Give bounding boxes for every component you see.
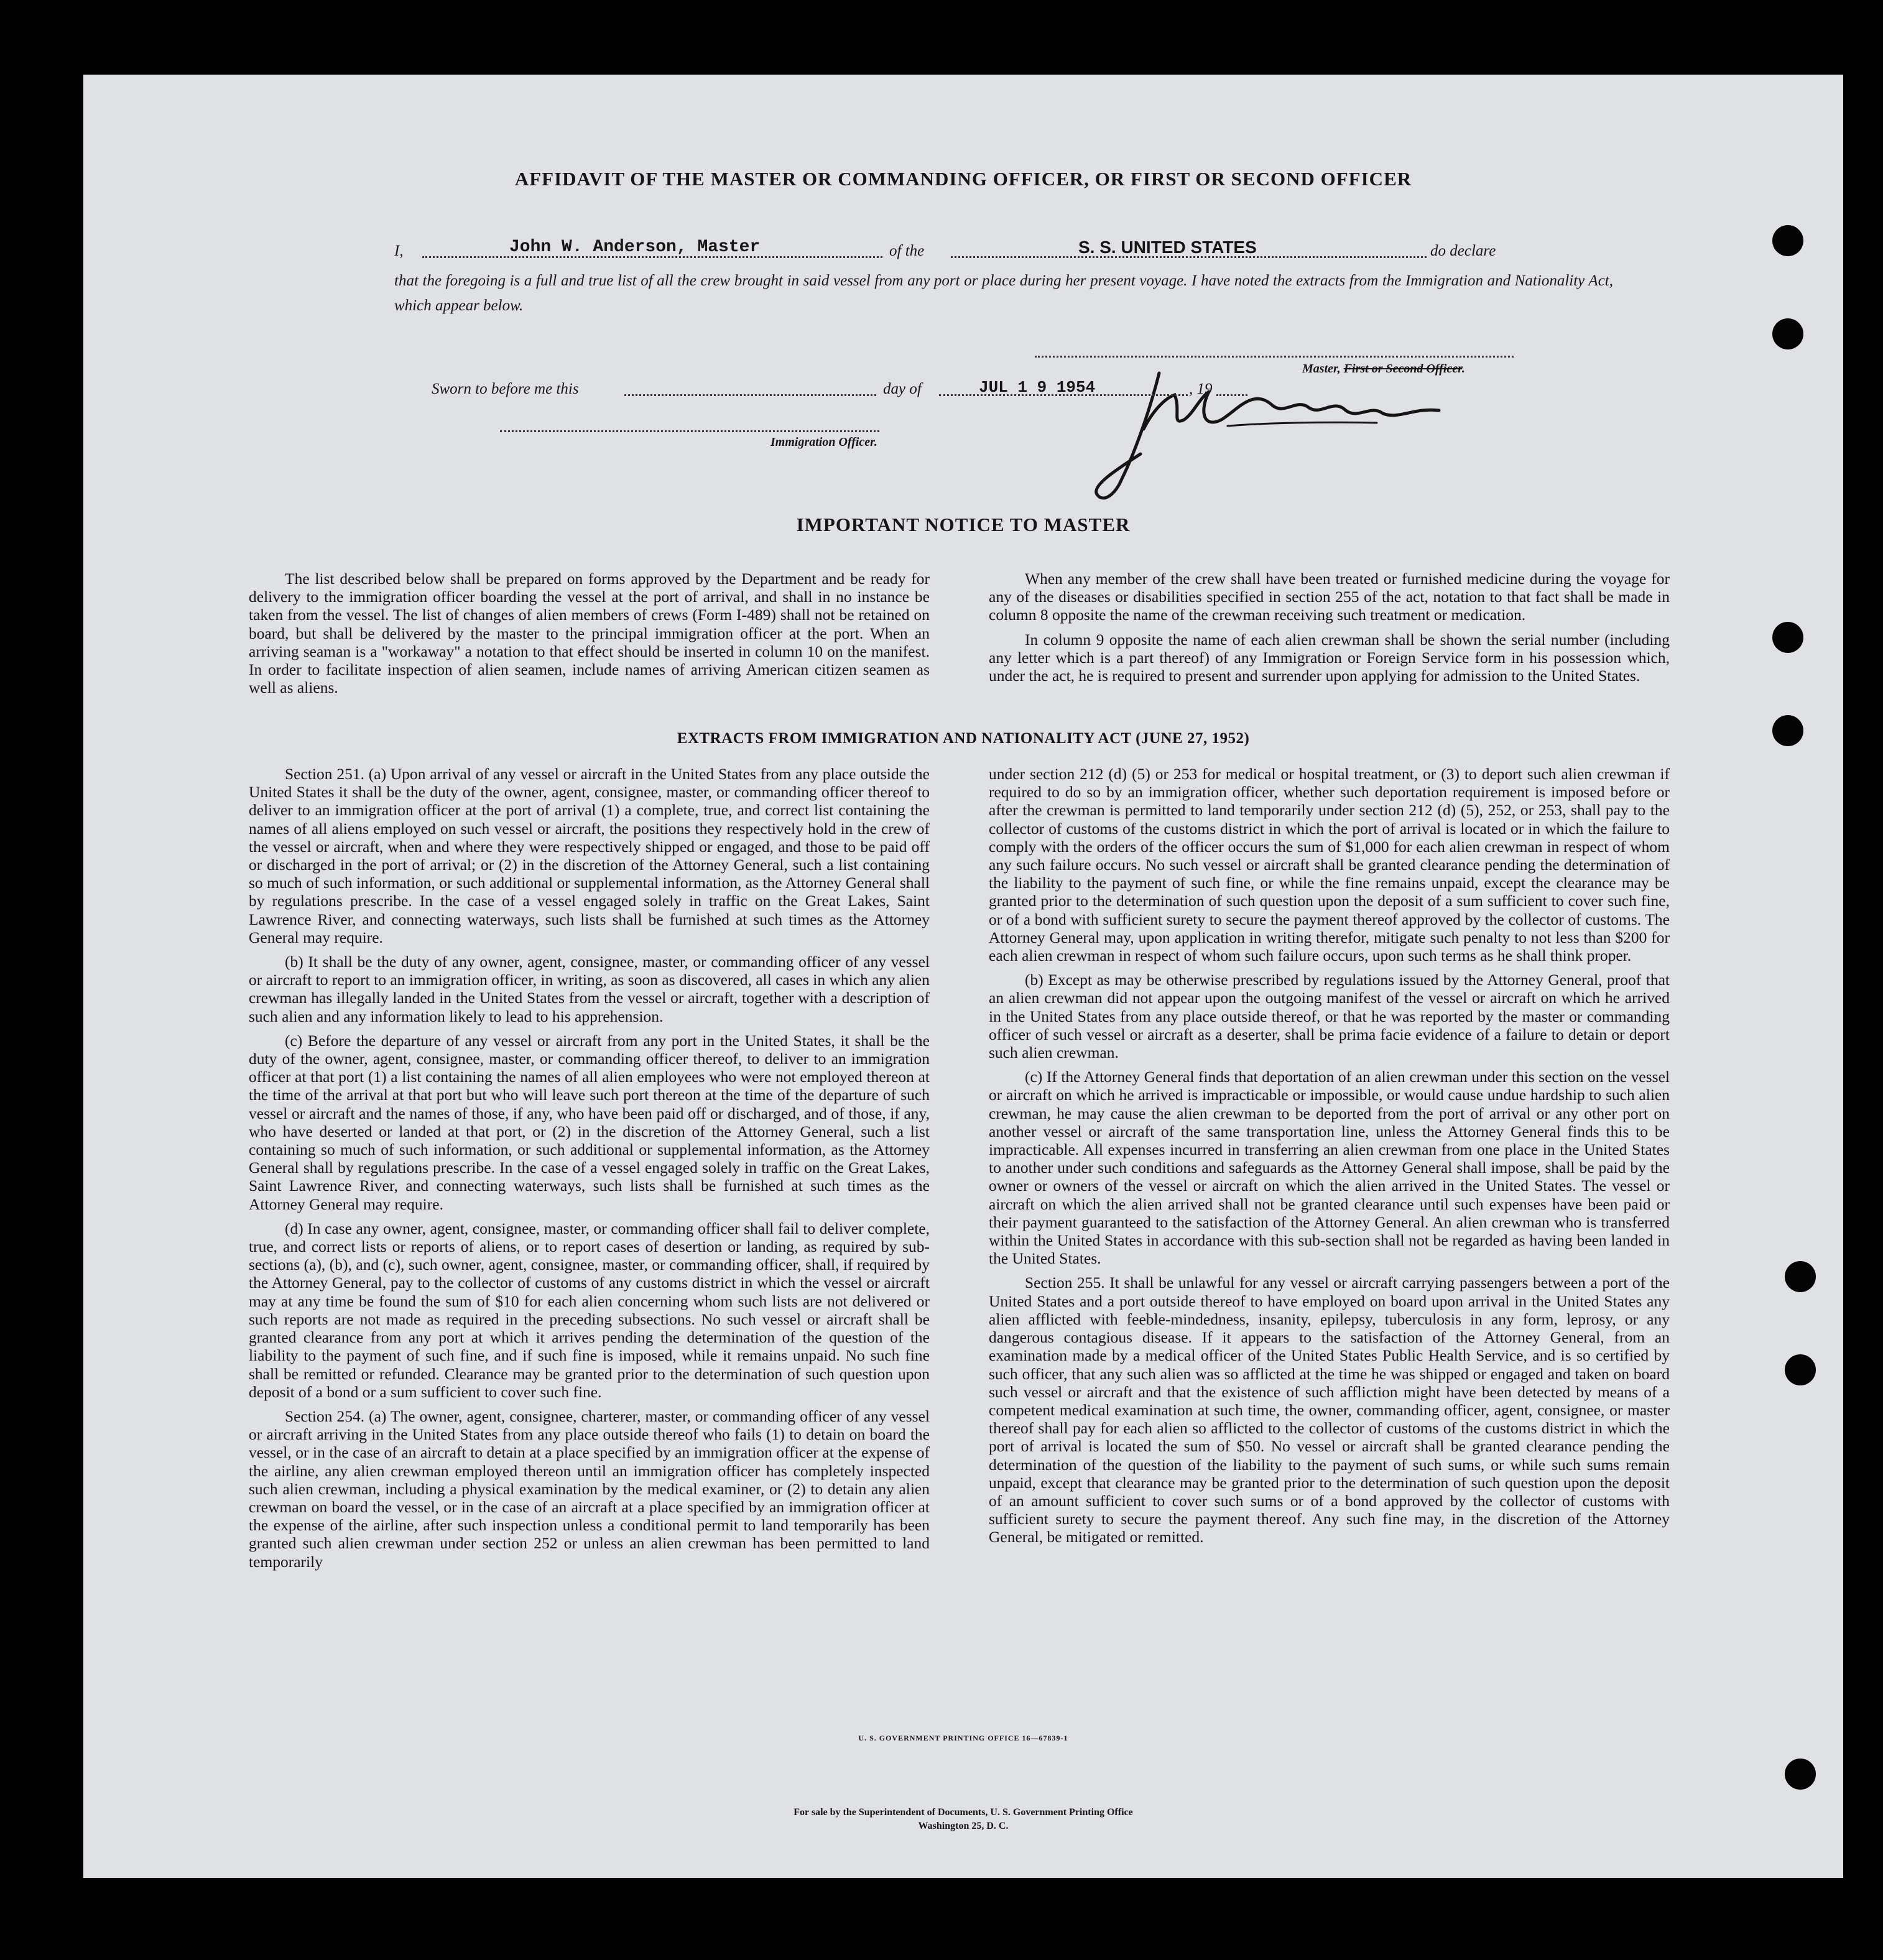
date-stamp: JUL 1 9 1954 <box>979 378 1096 397</box>
section-254-c: (c) If the Attorney General finds that deportation of an alien crewman under this section on the vessel or aircraft on which he arrived is impracticable or impossible, or would cause undue hardship to such alien crewman, he may cause the alien crewman to be deported from the port of arrival or any other port on another vessel or aircraft of the same transportation line, unless the Attorney General finds this to be impracticable. All expenses incurred in transferring an alien crewman from one place in the United States to another under such conditions and safeguards as the Attorney General shall impose, shall be paid by the owner or owners of the vessel or aircraft on which the alien arrived in the United States. The vessel or aircraft on which the alien arrived shall not be granted clearance until such expenses have been paid or their payment guaranteed to the satisfaction of the Attorney General. An alien crewman who is transferred within the United States in accordance with this sub-section shall not be regarded as having been landed in the United States. <box>989 1068 1670 1268</box>
binder-hole <box>1785 1354 1816 1385</box>
section-251-c: (c) Before the departure of any vessel or aircraft from any port in the United States, it shall be the duty of the owner, agent, consignee, master, or commanding officer thereof, to deliver to an immigration officer at that port (1) a list containing the names of all alien employees who were not employed thereon at the time of the arrival at that port but who will leave such port thereon at the time of the departure of such vessel or aircraft and the names of those, if any, who have been paid off or discharged, and of those, if any, who have deserted or landed at that port, or (2) in the discretion of the Attorney General, such a list containing so much of such information, or such additional or supplemental information, as the Attorney General shall by regulations prescribe. In the case of a vessel engaged solely in traffic on the Great Lakes, Saint Lawrence River, and connecting waterways, such lists shall be furnished at such times as the Attorney General may require. <box>249 1031 930 1213</box>
footer-line-1: For sale by the Superintendent of Documents, U. S. Government Printing Office <box>793 1807 1133 1818</box>
master-label-struck: First or Second Officer <box>1343 362 1462 376</box>
binder-hole <box>1772 225 1803 256</box>
sworn-day-line <box>624 394 876 396</box>
immigration-officer-line <box>500 430 879 432</box>
extracts-title: EXTRACTS FROM IMMIGRATION AND NATIONALITY ACT (JUNE 27, 1952) <box>677 730 1250 747</box>
binder-hole <box>1772 622 1803 653</box>
master-signature <box>1066 361 1489 516</box>
footer-line-2: Washington 25, D. C. <box>918 1821 1009 1831</box>
master-label-suffix: . <box>1461 362 1465 376</box>
affidavit-title: AFFIDAVIT OF THE MASTER OR COMMANDING OFFICER, OR FIRST OR SECOND OFFICER <box>514 168 1412 190</box>
section-251-a: Section 251. (a) Upon arrival of any vessel or aircraft in the United States from any place outside the United States it shall be the duty of the owner, agent, consignee, master, or commanding officer thereof to deliver to an immigration officer at the port of arrival (1) a complete, true, and correct list containing the names of all aliens employed on such vessel or aircraft, the positions they respectively hold in the crew of the vessel or aircraft, when and where they were respectively shipped or engaged, and those to be paid off or discharged in the port of arrival; or (2) in the discretion of the Attorney General, such a list containing so much of such information, or such additional or supplemental information, as the Attorney General shall by regulations prescribe. In the case of a vessel engaged solely in traffic on the Great Lakes, Saint Lawrence River, and connecting waterways, such lists shall be furnished at such times as the Attorney General may require. <box>249 765 930 946</box>
section-254-b: (b) Except as may be otherwise prescribed by regulations issued by the Attorney General, proof that an alien crewman did not appear upon the outgoing manifest of the vessel or aircraft on which he arrived in the United States from any place outside thereof, or that he was reported by the master or commanding officer of such vessel or aircraft as a deserter, shall be prima facie evidence of a failure to detain or deport such alien crewman. <box>989 971 1670 1062</box>
do-declare-label: do declare <box>1430 243 1496 259</box>
section-251-d: (d) In case any owner, agent, consignee, master, or commanding officer shall fail to deliver complete, true, and correct lists or reports of aliens, or to report cases of desertion or landing, as required by sub-sections (a), (b), and (c), such owner, agent, consignee, master, or commanding officer, shall, if required by the Attorney General, pay to the collector of customs of any customs district in which the vessel or aircraft may at any time be found the sum of $10 for each alien concerning whom such lists are not delivered or such reports are not made as required in the preceding subsections. No such vessel or aircraft shall be granted clearance from any port at which it arrives pending the determination of the question of the liability to the payment of such fine, and if such fine is imposed, while it remains unpaid. No such fine shall be remitted or refunded. Clearance may be granted prior to the determination of such question upon deposit of a bond or a sum sufficient to cover such fine. <box>249 1219 930 1401</box>
signature-line <box>1035 356 1514 358</box>
notice-left-paragraph: The list described below shall be prepared on forms approved by the Department and be ready for delivery to the immigration officer boarding the vessel at the port of arrival, and shall in no instance be taken from the vessel. The list of changes of alien members of crews (Form I-489) shall not be retained on board, but shall be delivered by the master to the principal immigration officer at the port. When an arriving seaman is a "workaway" a notation to that effect should be inserted in column 10 on the manifest. In order to facilitate inspection of alien seamen, include names of arriving American citizen seamen as well as aliens. <box>249 570 930 697</box>
notice-title: IMPORTANT NOTICE TO MASTER <box>796 514 1131 535</box>
sale-footer <box>83 1806 1843 1833</box>
vessel-name-field[interactable]: S. S. UNITED STATES <box>1078 238 1257 257</box>
binder-hole <box>1772 318 1803 349</box>
immigration-officer-label: Immigration Officer. <box>770 435 877 449</box>
notice-right-column <box>989 570 1670 691</box>
sworn-label: Sworn to before me this <box>432 381 579 397</box>
master-label-prefix: Master, <box>1302 362 1341 376</box>
extracts-right-column <box>989 765 1670 1553</box>
notice-left-column <box>249 570 930 703</box>
of-the-label: of the <box>889 243 925 259</box>
binder-hole <box>1785 1261 1816 1292</box>
master-label <box>1302 362 1465 376</box>
section-254-a-continued: under section 212 (d) (5) or 253 for medical or hospital treatment, or (3) to deport such alien crewman if required to do so by an immigration officer, whether such deportation requirement is imposed before or after the crewman is permitted to land temporarily under section 212 (d) (5), 252, or 253, shall pay to the collector of customs of the customs district in which the port of arrival is located or in which the failure to comply with the orders of the officer occurs the sum of $1,000 for each alien crewman in respect of whom any such failure occurs. No such vessel or aircraft shall be granted clearance pending the determination of the liability to the payment of such fine, or while the fine remains unpaid, except the clearance may be granted prior to the determination of such question upon the deposit of a sum sufficient to cover such fine, or of a bond with sufficient surety to secure the payment thereof approved by the collector of customs. The Attorney General may, upon application in writing therefor, mitigate such penalty to not less than $200 for each alien crewman in respect of whom such failure occurs, upon such terms as he shall think proper. <box>989 765 1670 965</box>
year-line <box>1216 394 1247 396</box>
extracts-left-column <box>249 765 930 1577</box>
year-prefix: , 19 <box>1189 381 1213 397</box>
notice-right-paragraph-2: In column 9 opposite the name of each alien crewman shall be shown the serial number (including any letter which is a part thereof) of any Immigration or Foreign Service form in his possession which, under the act, he is required to present and surrender upon applying for admission to the United States. <box>989 630 1670 685</box>
printing-office-mark: U. S. GOVERNMENT PRINTING OFFICE 16—67839-1 <box>858 1734 1068 1742</box>
document-page <box>83 75 1843 1878</box>
section-251-b: (b) It shall be the duty of any owner, agent, consignee, master, or commanding officer of any vessel or aircraft to report to an immigration officer, in writing, as soon as discovered, all cases in which any alien crewman has illegally landed in the United States from the vessel or aircraft, together with a description of such alien and any information likely to lead to his apprehension. <box>249 953 930 1025</box>
section-255: Section 255. It shall be unlawful for any vessel or aircraft carrying passengers between a port of the United States and a port outside thereof to have employed on board upon arrival in the United States any alien afflicted with feeble-mindedness, insanity, epilepsy, tuberculosis in any form, leprosy, or any dangerous contagious disease. If it appears to the satisfaction of the Attorney General, from an examination made by a medical officer of the United States Public Health Service, and is so certified by such officer, that any such alien was so afflicted at the time he was shipped or engaged and taken on board such vessel or aircraft and that the existence of such affliction might have been detected by means of a competent medical examination at such time, the owner, commanding officer, agent, consignee, or master thereof shall pay for each alien so afflicted to the collector of customs of the customs district in which the port of arrival is located the sum of $50. No vessel or aircraft shall be granted clearance pending the determination of the question of the liability to the payment of such sums, or while such sums remain unpaid, except that clearance may be granted prior to the determination of such question upon the deposit of an amount sufficient to cover such sums or of a bond approved by the collector of customs with sufficient surety to secure the payment thereof. Any such fine may, in the discretion of the Attorney General, be mitigated or remitted. <box>989 1274 1670 1546</box>
master-name-field[interactable]: John W. Anderson, Master <box>509 238 761 257</box>
day-of-label: day of <box>883 381 922 397</box>
declaration-text: that the foregoing is a full and true list of all the crew brought in said vessel from any port or place during her present voyage. I have noted the extracts from the Immigration and Nationality Act, which appear below. <box>394 272 1613 314</box>
section-254-a: Section 254. (a) The owner, agent, consignee, charterer, master, or commanding officer of any vessel or aircraft arriving in the United States from any place outside thereof who fails (1) to detain on board the vessel, or in the case of an aircraft to detain at a place specified by an immigration officer at the expense of the airline, any alien crewman employed thereon until an immigration officer has completely inspected such alien crewman, including a physical examination by the medical examiner, or (2) to detain any alien crewman on board the vessel, or in the case of an aircraft at a place specified by an immigration officer at the expense of the airline, after such inspection unless a conditional permit to land temporarily has been granted such alien crewman under section 252 or unless an alien crewman has been permitted to land temporarily <box>249 1407 930 1571</box>
binder-hole <box>1785 1759 1816 1790</box>
declare-prefix: I, <box>394 243 404 259</box>
notice-right-paragraph-1: When any member of the crew shall have been treated or furnished medicine during the voyage for any of the diseases or disabilities specified in section 255 of the act, notation to that fact shall be made in column 8 opposite the name of the crewman receiving such treatment or medication. <box>989 570 1670 624</box>
